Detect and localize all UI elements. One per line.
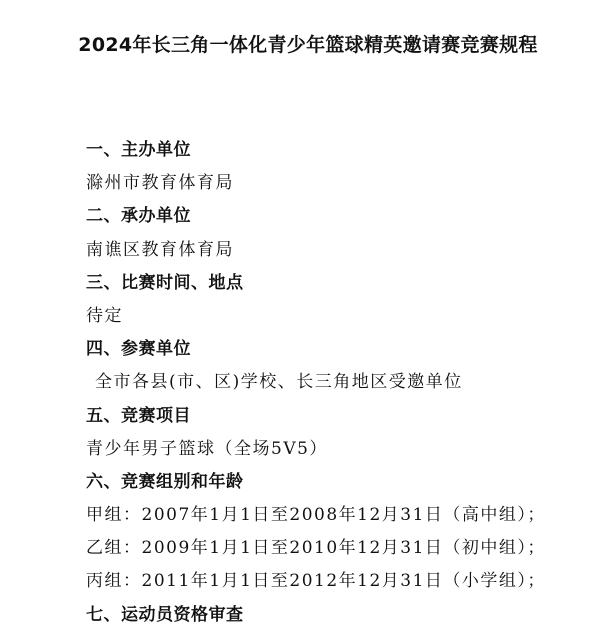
section-text-time-venue: 待定 [86, 305, 123, 326]
section-text-event: 青少年男子篮球（全场5V5） [86, 438, 328, 459]
group-a-line: 甲组：2007年1月1日至2008年12月31日（高中组）； [86, 505, 546, 526]
section-heading-groups-age: 六、竞赛组别和年龄 [86, 471, 244, 492]
section-heading-event: 五、竞赛项目 [86, 405, 191, 426]
section-heading-organizer: 一、主办单位 [86, 140, 191, 160]
document-title: 2024年长三角一体化青少年篮球精英邀请赛竞赛规程 [78, 34, 538, 56]
group-c-line: 丙组：2011年1月1日至2012年12月31日（小学组）； [86, 571, 546, 592]
section-heading-host: 二、承办单位 [86, 206, 191, 227]
section-text-participants: 全市各县(市、区)学校、长三角地区受邀单位 [95, 372, 463, 393]
document-body [86, 134, 606, 632]
section-text-organizer: 滁州市教育体育局 [86, 173, 234, 194]
section-text-host: 南谯区教育体育局 [86, 239, 234, 260]
group-b-line: 乙组：2009年1月1日至2010年12月31日（初中组）； [86, 538, 546, 559]
section-heading-time-venue: 三、比赛时间、地点 [86, 272, 244, 293]
section-heading-eligibility: 七、运动员资格审查 [86, 604, 244, 625]
section-heading-participants: 四、参赛单位 [86, 339, 191, 360]
